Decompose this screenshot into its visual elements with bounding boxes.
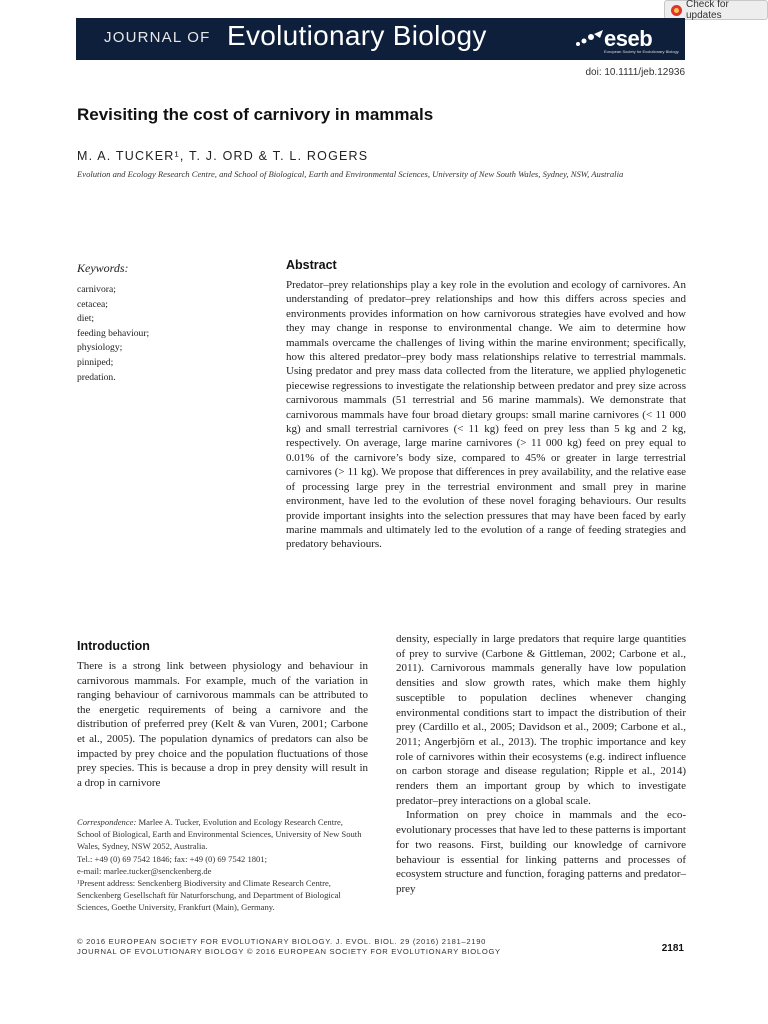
correspondence-block bbox=[77, 816, 368, 914]
keyword-item: physiology; bbox=[77, 342, 123, 354]
abstract-heading: Abstract bbox=[286, 258, 337, 272]
page-number: 2181 bbox=[661, 943, 684, 954]
keyword-item: feeding behaviour; bbox=[77, 327, 150, 339]
present-address: ¹Present address: Senckenberg Biodiversity and Climate Research Centre, Senckenberg Gesellschaft für Naturforschung, and Department of Biological Sciences, Goethe University, Frankfurt (Main), Germany. bbox=[77, 878, 341, 913]
crossmark-icon bbox=[671, 5, 682, 16]
footer-copyright: © 2016 EUROPEAN SOCIETY FOR EVOLUTIONARY BIOLOGY. J. EVOL. BIOL. 29 (2016) 2181–2190 bbox=[77, 937, 487, 946]
article-title: Revisiting the cost of carnivory in mammals bbox=[77, 105, 434, 124]
correspondence-text: Marlee A. Tucker, Evolution and Ecology Research Centre, School of Biological, Earth and Environmental Sciences, University of New South Wales, Sydney, NSW 2052, Australia. bbox=[77, 817, 362, 852]
journal-prefix: JOURNAL OF bbox=[104, 29, 211, 46]
keywords-list bbox=[77, 283, 149, 385]
keyword-item: pinniped; bbox=[77, 356, 114, 368]
right-paragraph-1: density, especially in large predators that require large quantities of prey to survive (Carbone & Gittleman, 2002; Carbone et al., 2011). Carnivorous mammals generally have low population densities and slow growth rates, which make them highly susceptible to population declines whenever changing environmental conditions start to impact the distribution of their prey (Cardillo et al., 2005; Davidson et al., 2009; Carbone et al., 2011; Angerbjörn et al., 2013). The trophic importance and key role of carnivores within their ecosystems (e.g. indirect influence on carbon storage and disease regulation; Ripple et al., 2014) renders them an important group by which to investigate predator–prey interactions on a global scale. bbox=[396, 633, 686, 807]
right-paragraph-2: Information on prey choice in mammals and the eco-evolutionary processes that have led to these patterns is important for two reasons. First, building our knowledge of carnivore behaviour is essential for linking patterns and processes of ecosystem structure and function, foraging patterns and predator–prey bbox=[396, 809, 686, 895]
correspondence-paragraph bbox=[77, 816, 368, 853]
authors: M. A. TUCKER¹, T. J. ORD & T. L. ROGERS bbox=[77, 149, 369, 163]
keyword-item: carnivora; bbox=[77, 284, 116, 295]
keywords-heading: Keywords: bbox=[77, 261, 129, 275]
journal-name: Evolutionary Biology bbox=[227, 20, 487, 51]
correspondence-label: Correspondence: bbox=[77, 817, 137, 827]
right-column-text bbox=[396, 632, 686, 897]
eseb-subtext: European Society for Evolutionary Biology bbox=[604, 49, 679, 54]
keyword-item: diet; bbox=[77, 313, 95, 325]
affiliation: Evolution and Ecology Research Centre, and School of Biological, Earth and Environmental Sciences, University of New South Wales, Sydney, NSW, Australia bbox=[77, 169, 624, 179]
journal-banner bbox=[76, 18, 685, 60]
eseb-logo bbox=[574, 24, 679, 54]
tel-fax: Tel.: +49 (0) 69 7542 1846; fax: +49 (0) 69 7542 1801; bbox=[77, 853, 268, 864]
keyword-item: cetacea; bbox=[77, 298, 108, 310]
email[interactable]: e-mail: marlee.tucker@senckenberg.de bbox=[77, 865, 212, 876]
doi[interactable]: doi: 10.1111/jeb.12936 bbox=[585, 67, 685, 78]
eseb-wordmark: eseb bbox=[604, 26, 653, 51]
check-for-updates-button[interactable] bbox=[664, 0, 768, 20]
abstract-text: Predator–prey relationships play a key role in the evolution and ecology of carnivores. An understanding of predator–prey relationships and how this differs across species and environments provides information on how carnivorous strategies have evolved and how they may change in response to environmental change. We aim to determine how mammals overcame the challenges of living within the marine environment; specifically, how this altered predator–prey body mass relationships relative to terrestrial mammals. Using predator and prey mass data collected from the literature, we applied phylogenetic piecewise regressions to investigate the relationship between predator and prey size across carnivorous mammals (51 terrestrial and 56 marine mammals). We demonstrate that carnivorous mammals have four broad dietary groups: small marine carnivores (< 11 000 kg) and small terrestrial carnivores (< 11 kg) feed on prey less than 5 kg and 2 kg, respectively. On average, large marine carnivores (> 11 000 kg) feed on prey equal to 0.01% of the carnivore’s body size, compared to 45% or greater in large terrestrial carnivores (> 11 kg). We propose that differences in prey availability, and the relative ease of processing large prey in the terrestrial environment and small prey in marine environment, have led to the evolution of these novel foraging behaviours. Our results provide important insights into the selection pressures that may have been faced by early marine mammals and ultimately led to the evolution of a range of feeding strategies and predatory behaviours. bbox=[286, 279, 686, 551]
bird-icon bbox=[574, 28, 604, 50]
check-for-updates-label: Check for updates bbox=[685, 0, 729, 21]
introduction-heading: Introduction bbox=[77, 639, 150, 653]
footer-journal: JOURNAL OF EVOLUTIONARY BIOLOGY © 2016 EUROPEAN SOCIETY FOR EVOLUTIONARY BIOLOGY bbox=[77, 947, 501, 956]
keyword-item: predation. bbox=[77, 371, 116, 383]
introduction-text: There is a strong link between physiology and behaviour in carnivorous mammals. For example, much of the variation in ranging behaviour of carnivorous mammals can be attributed to the energetic requirements of being a carnivore and the distribution of preferred prey (Kelt & van Vuren, 2001; Carbone et al., 2005). The population dynamics of predators can also be impacted by prey choice and the population fluctuations of those prey species. This is because a drop in prey density will result in a drop in carnivore bbox=[77, 660, 368, 789]
